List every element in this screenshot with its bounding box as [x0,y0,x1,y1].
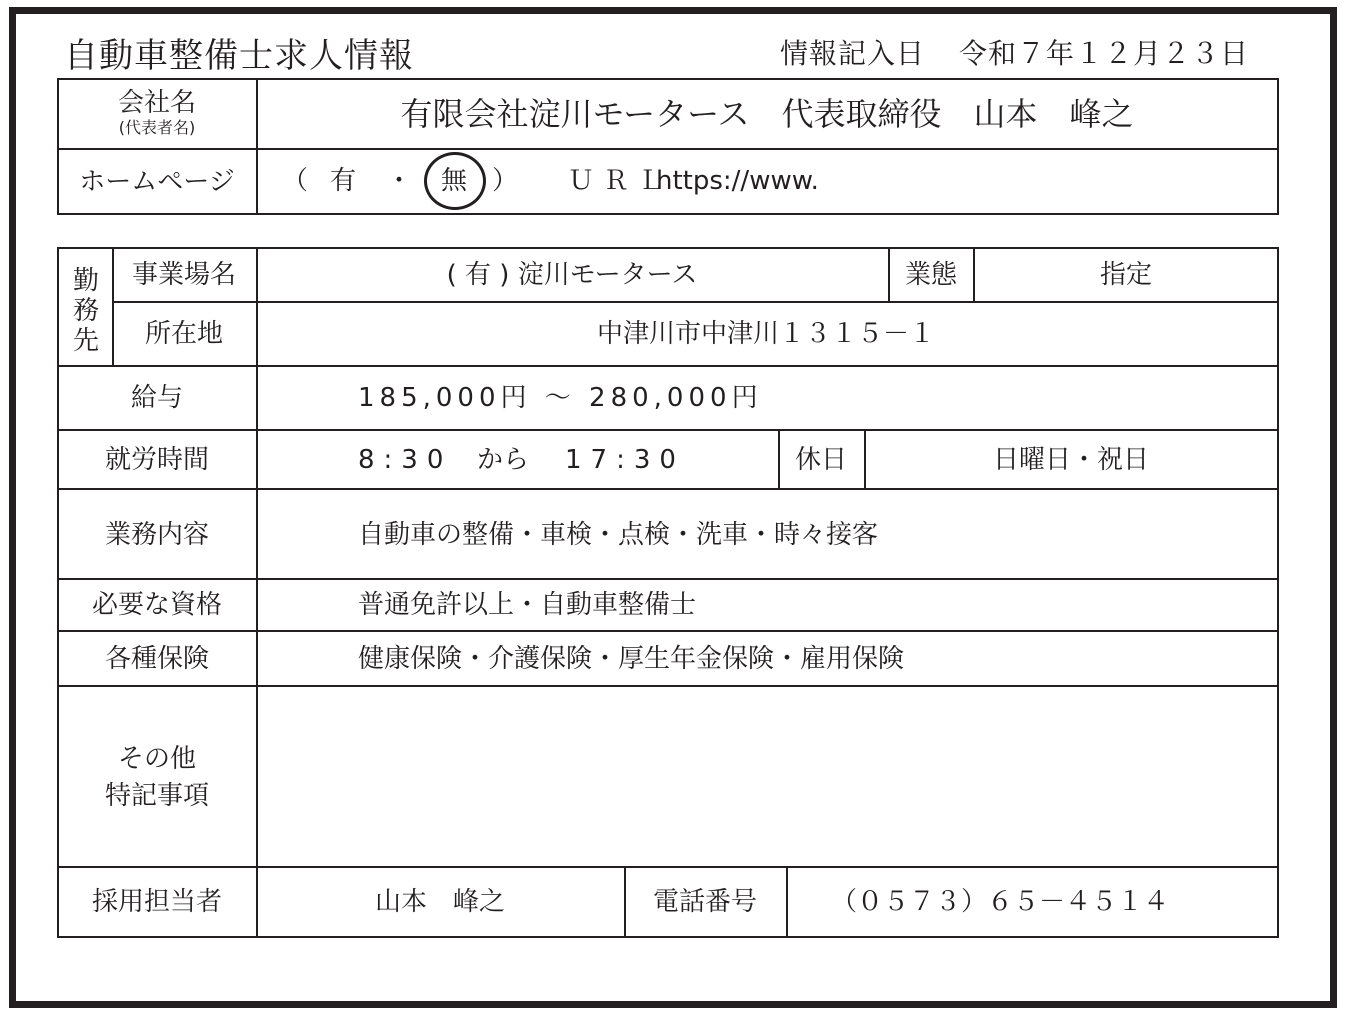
duties-label: 業務内容 [104,520,210,550]
entry-date [780,32,1249,72]
divider [57,685,1279,687]
company-label: 会社名 [117,88,197,118]
qualifications-label: 必要な資格 [91,590,223,620]
divider [57,866,1279,868]
divider [888,247,890,301]
homepage-label: ホームページ [79,167,235,197]
homepage-url-value: https://www. [656,166,819,196]
hours-start: 8:30 [358,445,453,475]
workplace-group-char: 務 [72,296,99,326]
homepage-close-paren: ） [492,166,519,196]
workplace-name-value: ( 有 ) 淀川モータース [446,260,698,290]
divider [786,866,788,938]
notes-label-line2: 特記事項 [104,781,210,811]
entry-date-value: 令和７年１２月２３日 [959,37,1250,70]
contact-person-value: 山本 峰之 [374,887,506,917]
divider [778,429,780,488]
hours-connector: から [477,445,530,475]
workplace-group-label [66,266,106,356]
insurance-value: 健康保険・介護保険・厚生年金保険・雇用保険 [358,644,905,674]
divider [624,866,626,938]
divider [973,247,975,301]
divider [864,429,866,488]
document-title: 自動車整備士求人情報 [64,36,414,76]
notes-label-line1: その他 [117,744,197,774]
holiday-value: 日曜日・祝日 [992,445,1150,475]
homepage-option-yes: 有 [330,166,357,196]
hours-end: 17:30 [565,445,685,475]
business-type-value: 指定 [1099,260,1153,290]
company-name: 有限会社淀川モータース 代表取締役 山本 峰之 [400,95,1134,133]
homepage-open-paren: （ [282,166,309,196]
divider [256,247,258,938]
entry-date-label: 情報記入日 [780,37,926,70]
address-value: 中津川市中津川１３１５－１ [596,319,936,349]
workplace-group-char: 勤 [72,266,99,296]
duties-value: 自動車の整備・車検・点検・洗車・時々接客 [358,520,879,550]
holiday-label: 休日 [794,445,848,475]
homepage-url-label: ＵＲＬ [568,166,674,196]
divider [57,578,1279,580]
phone-label: 電話番号 [652,887,758,917]
hours-label: 就労時間 [104,445,210,475]
divider [112,247,114,365]
address-label: 所在地 [144,319,224,349]
salary-value: 185,000円 ～ 280,000円 [358,383,763,413]
divider [57,488,1279,490]
workplace-group-char: 先 [72,326,99,356]
salary-label: 給与 [130,383,184,413]
homepage-option-no: 無 [441,166,468,196]
workplace-name-label: 事業場名 [131,260,237,290]
divider [57,630,1279,632]
homepage-dot: ・ [386,166,413,196]
insurance-label: 各種保険 [104,644,210,674]
divider [112,301,1279,303]
divider [256,78,258,215]
business-type-label: 業態 [904,260,958,290]
selected-option-circle [424,152,486,210]
qualifications-value: 普通免許以上・自動車整備士 [358,590,697,620]
divider [57,148,1279,150]
divider [57,429,1279,431]
divider [57,365,1279,367]
phone-value: （０５７３）６５－４５１４ [830,887,1170,917]
company-sublabel: (代表者名) [118,118,196,137]
contact-person-label: 採用担当者 [91,887,223,917]
